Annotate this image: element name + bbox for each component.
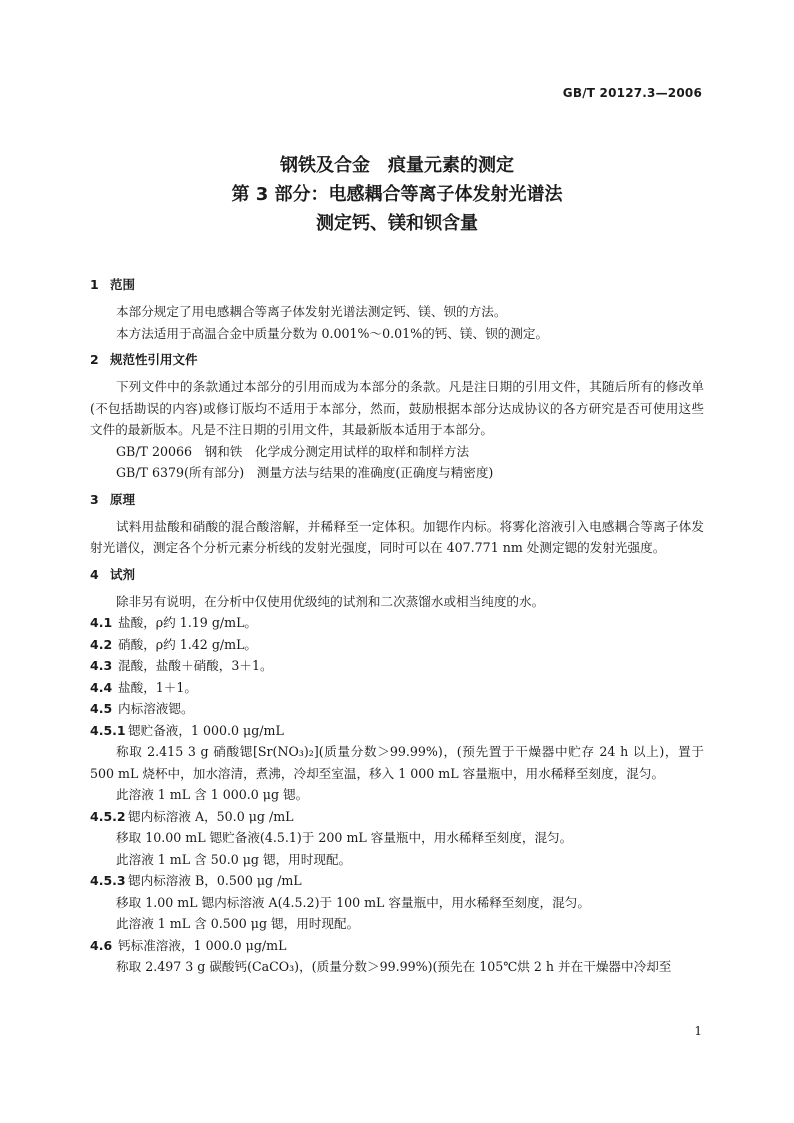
paragraph: 移取 1.00 mL 锶内标溶液 A(4.5.2)于 100 mL 容量瓶中，用水稀释至刻度，混匀。: [116, 894, 590, 910]
clause-item: 4.1 盐酸，ρ约 1.19 g/mL。: [90, 615, 258, 630]
document-body: [90, 275, 704, 978]
reference-item: GB/T 20066 钢和铁 化学成分测定用试样的取样和制样方法: [116, 443, 470, 459]
paragraph: 称取 2.497 3 g 碳酸钙(CaCO₃)，(质量分数＞99.99%)(预先在 105℃烘 2 h 并在干燥器中冷却至: [116, 959, 672, 974]
document-title: [0, 151, 794, 238]
paragraph: 移取 10.00 mL 锶贮备液(4.5.1)于 200 mL 容量瓶中，用水稀释至刻度，混匀。: [116, 830, 573, 845]
section-heading-scope: 1 范围: [90, 277, 136, 292]
paragraph: 除非另有说明，在分析中仅使用优级纯的试剂和二次蒸馏水或相当纯度的水。: [116, 593, 545, 609]
paragraph: 此溶液 1 mL 含 50.0 μg 锶，用时现配。: [116, 851, 352, 867]
paragraph: 试料用盐酸和硝酸的混合酸溶解，并稀释至一定体积。加锶作内标。将雾化溶液引入电感耦合等离子体发射光谱仪，测定各个分析元素分析线的发射光强度，同时可以在 407.771 nm 处测定锶的发射光强度。: [90, 518, 704, 555]
clause-item: 4.5 内标溶液锶。: [90, 701, 194, 716]
section-heading-principle: 3 原理: [90, 491, 136, 507]
paragraph: 本部分规定了用电感耦合等离子体发射光谱法测定钙、镁、钡的方法。: [116, 304, 507, 319]
paragraph: 此溶液 1 mL 含 1 000.0 μg 锶。: [116, 787, 309, 802]
title-line-1: 钢铁及合金 痕量元素的测定: [280, 155, 514, 176]
clause-item: 4.3 混酸，盐酸＋硝酸，3＋1。: [90, 658, 273, 673]
standard-number: GB/T 20127.3—2006: [562, 86, 702, 100]
paragraph: 本方法适用于高温合金中质量分数为 0.001%～0.01%的钙、镁、钡的测定。: [116, 325, 549, 341]
title-line-2: 第 3 部分：电感耦合等离子体发射光谱法: [231, 184, 563, 205]
clause-item: 4.5.1 锶贮备液，1 000.0 μg/mL: [90, 722, 284, 738]
clause-item: 4.5.3 锶内标溶液 B，0.500 μg /mL: [90, 873, 302, 888]
clause-item: 4.2 硝酸，ρ约 1.42 g/mL。: [90, 636, 258, 652]
clause-item: 4.5.2 锶内标溶液 A，50.0 μg /mL: [90, 808, 294, 824]
title-line-3: 测定钙、镁和钡含量: [316, 213, 478, 234]
clause-item: 4.6 钙标准溶液，1 000.0 μg/mL: [90, 937, 287, 953]
page-number: 1: [694, 1024, 702, 1038]
reference-item: GB/T 6379(所有部分) 测量方法与结果的准确度(正确度与精密度): [116, 465, 494, 480]
paragraph: 此溶液 1 mL 含 0.500 μg 锶，用时现配。: [116, 916, 360, 931]
paragraph: 下列文件中的条款通过本部分的引用而成为本部分的条款。凡是注日期的引用文件，其随后所有的修改单(不包括勘误的内容)或修订版均不适用于本部分，然而，鼓励根据本部分达成协议的各方研究是否可使用这些文件的最新版本。凡是不注日期的引用文件，其最新版本适用于本部分。: [90, 379, 704, 437]
section-heading-references: 2 规范性引用文件: [90, 352, 198, 367]
section-heading-reagents: 4 试剂: [90, 566, 136, 582]
clause-item: 4.4 盐酸，1＋1。: [90, 679, 197, 695]
paragraph: 称取 2.415 3 g 硝酸锶[Sr(NO₃)₂](质量分数＞99.99%)，(预先置于干燥器中贮存 24 h 以上)，置于 500 mL 烧杯中，加水溶清，煮沸，冷却至室温，移入 1 000 mL 容量瓶中，用水稀释至刻度，混匀。: [90, 744, 704, 781]
